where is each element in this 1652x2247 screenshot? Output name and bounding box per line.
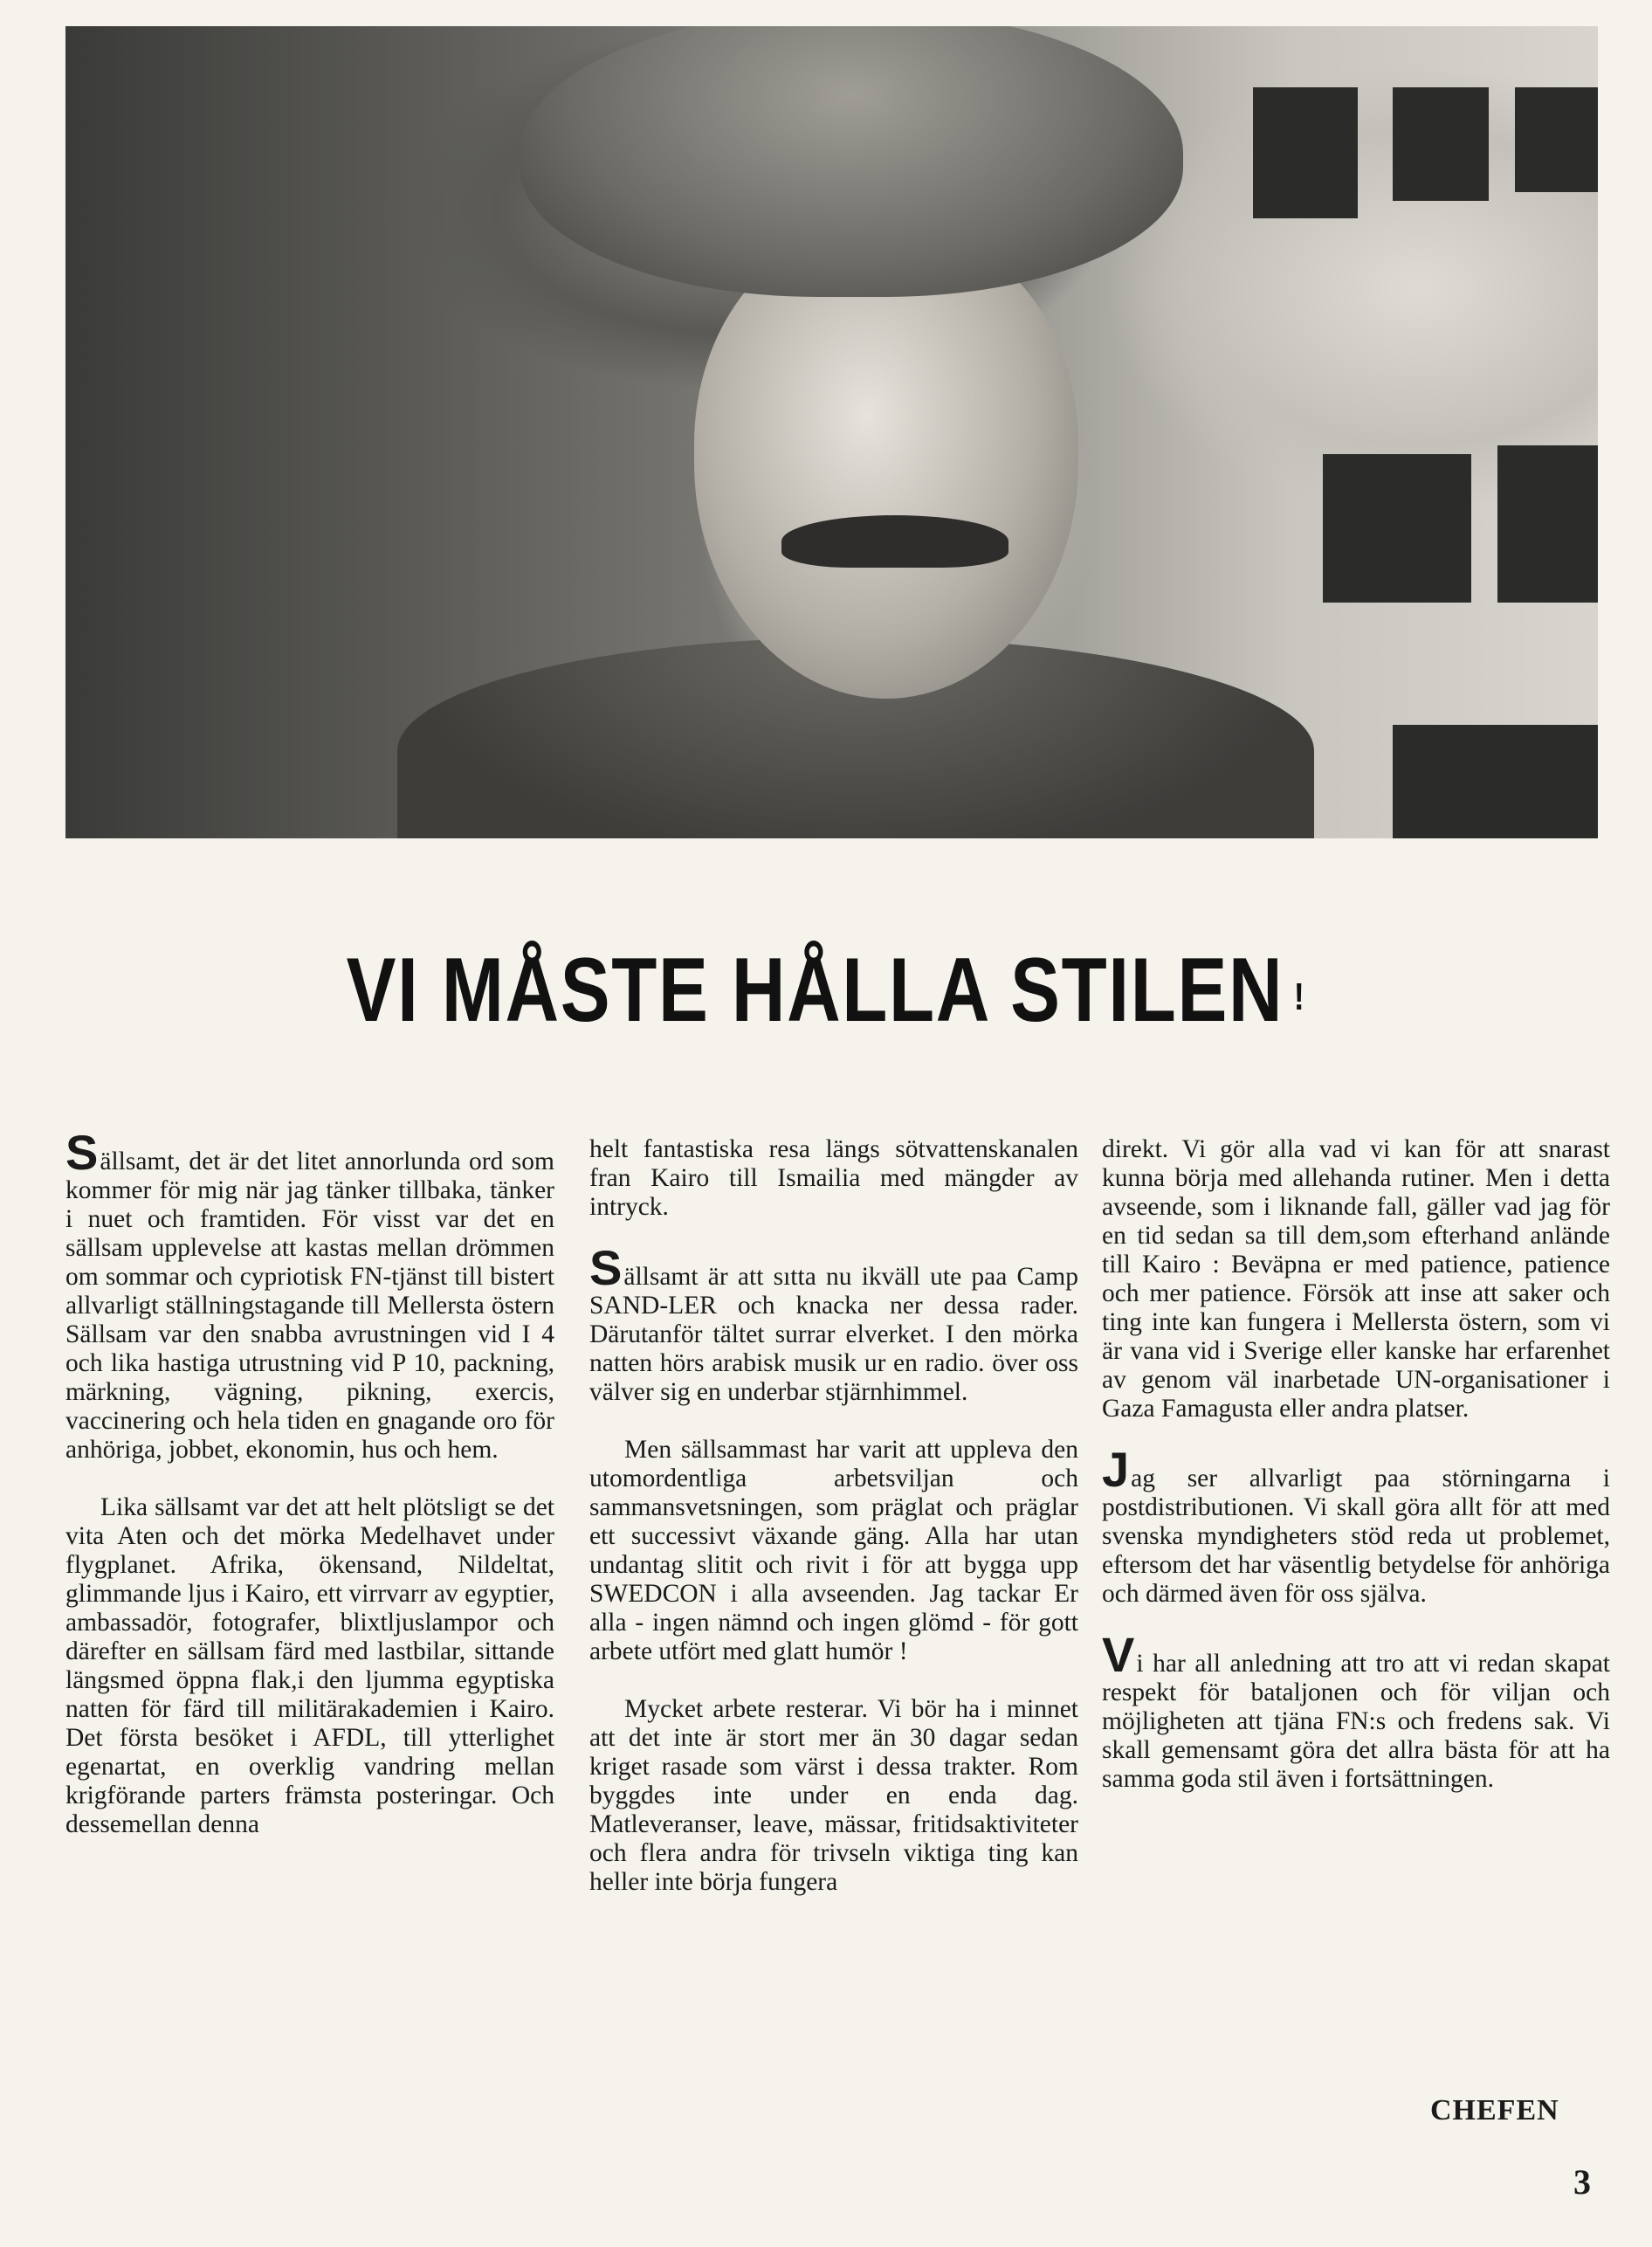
paragraph-text: ällsamt är att sıtta nu ikväll ute paa Camp SAND-LER och knacka ner dessa rader. Därutanför tältet surrar elverket. I den mörka natten hörs arabisk musik ur en radio. över oss välver sig en underbar stjärnhimmel.: [589, 1263, 1078, 1406]
title-exclamation: !: [1293, 975, 1306, 1018]
paragraph: helt fantastiska resa längs sötvattenskanalen fran Kairo till Ismailia med mängder av intryck.: [589, 1135, 1078, 1221]
background-window: [1323, 454, 1471, 603]
paragraph-text: ällsamt, det är det litet annorlunda ord som kommer för mig när jag tänker tillbaka, tänker i nuet och framtiden. För visst var det en sällsam upplevelse att kastas mellan drömmen om sommar och cypriotisk FN-tjänst till bistert allvarligt ställningstagande till Mellersta östern Sällsam var den snabba avrustningen vid I 4 och lika hastiga utrustning vid P 10, packning, märkning, vägning, pikning, exercis, vaccinering och hela tiden en gnagande oro för anhöriga, jobbet, ekonomin, hus och hem.: [65, 1148, 554, 1464]
paragraph: Men sällsammast har varit att uppleva den utomordentliga arbetsviljan och sammansvetsningen, som präglat och präglar ett successivt växande gäng. Alla har utan undantag slitit och rivit i för att bygga upp SWEDCON i alla avseenden. Jag tackar Er alla - ingen nämnd och ingen glömd - för gott arbete utfört med glatt humör !: [589, 1436, 1078, 1665]
portrait-photo: [65, 26, 1598, 838]
text-column-1: [65, 1125, 554, 1868]
background-window: [1497, 445, 1598, 603]
page-number: 3: [1573, 2162, 1591, 2202]
paragraph: Lika sällsamt var det att helt plötsligt se det vita Aten och det mörka Medelhavet under flygplanet. Afrika, ökensand, Nildeltat, glimmande ljus i Kairo, ett virrvarr av egyptier, ambassadör, fotografer, blixtljuslampor och därefter en sällsam färd med lastbilar, sittande längsmed öppna flak,i den ljumma egyptiska natten för färd till militärakademien i Kairo. Det första besöket i AFDL, till ytterlighet egenartat, en overklig vandring mellan krigförande parters främsta posteringar. Och dessemellan denna: [65, 1493, 554, 1838]
background-window: [1515, 87, 1598, 192]
paragraph: [1102, 1627, 1610, 1794]
drop-cap: S: [65, 1125, 99, 1180]
background-window: [1253, 87, 1358, 218]
paragraph: direkt. Vi gör alla vad vi kan för att snarast kunna börja med allehanda rutiner. Men i detta avseende, som i liknande fall, gäller vad jag för en tid sedan sa till dem,som efterhand anlände till Kairo : Beväpna er med patience, patience och mer patience. Försök att inse att saker och ting inte kan fungera i Mellersta östern, som vi är vana vid i Sverige eller kanske har erfarenhet av genom väl inarbetade UN-organisationer i Gaza Famagusta eller andra platser.: [1102, 1135, 1610, 1423]
beret-shape: [520, 26, 1183, 297]
background-window: [1393, 725, 1598, 838]
face-shape: [694, 227, 1078, 699]
paragraph: Mycket arbete resterar. Vi bör ha i minnet att det inte är stort mer än 30 dagar sedan kriget rasade som värst i dessa trakter. Rom byggdes inte under en enda dag. Matleveranser, leave, mässar, fritidsaktiviteter och flera andra för trivseln viktiga ting kan heller inte börja fungera: [589, 1695, 1078, 1896]
paragraph-text: ag ser allvarligt paa störningarna i postdistributionen. Vi skall göra allt för att med svenska myndigheters stöd reda ut problemet, eftersom det har väsentlig betydelse för anhöriga och därmed även för oss själva.: [1102, 1465, 1610, 1608]
drop-cap: J: [1102, 1442, 1130, 1497]
text-column-2: [589, 1135, 1078, 1926]
mustache-shape: [781, 515, 1008, 568]
paragraph: [1102, 1442, 1610, 1609]
paragraph: [65, 1125, 554, 1465]
drop-cap: V: [1102, 1627, 1135, 1682]
title-text: VI MÅSTE HÅLLA STILEN: [346, 940, 1284, 1041]
paragraph: [589, 1240, 1078, 1407]
drop-cap: S: [589, 1240, 623, 1295]
paragraph-text: i har all anledning att tro att vi redan skapat respekt för bataljonen och för viljan och möjligheten att tjäna FN:s och fredens sak. Vi skall gemensamt göra det allra bästa för att ha samma goda stil även i fortsättningen.: [1102, 1650, 1610, 1793]
signature: CHEFEN: [1430, 2094, 1559, 2126]
article-title: [148, 939, 1503, 1043]
background-window: [1393, 87, 1489, 201]
text-column-3: [1102, 1135, 1610, 1823]
